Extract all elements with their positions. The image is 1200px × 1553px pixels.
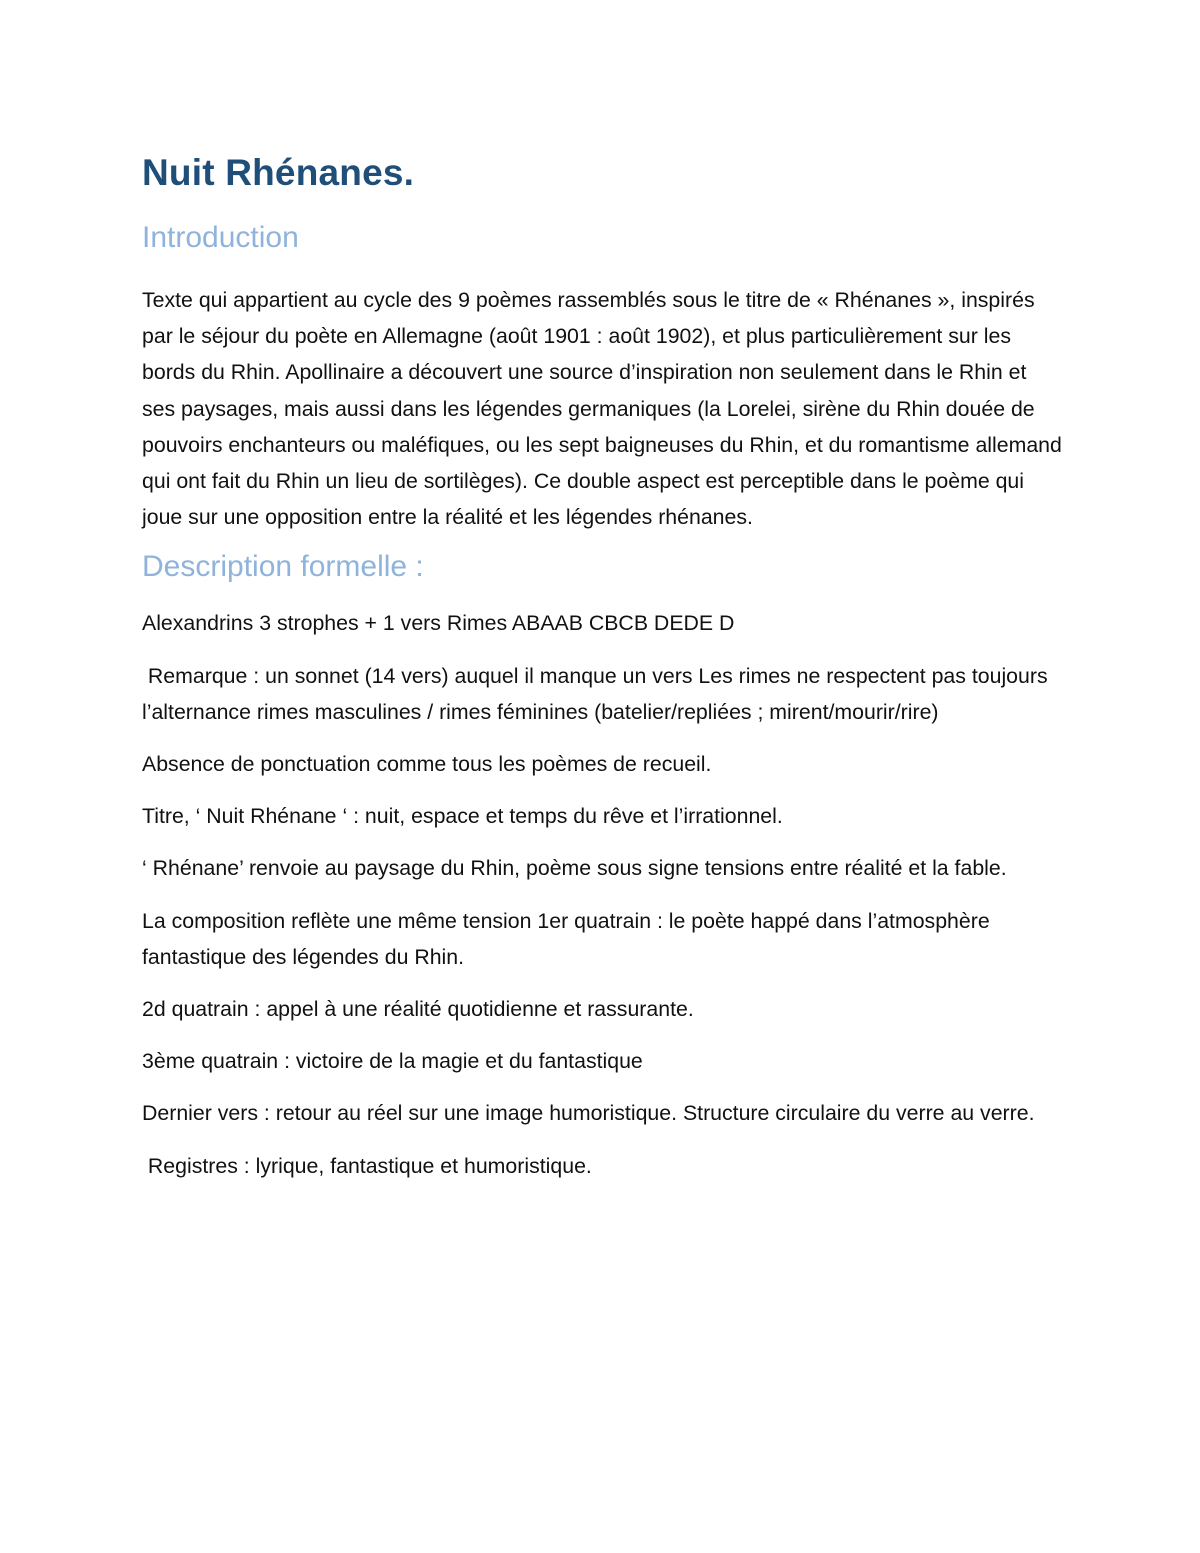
description-paragraph: Remarque : un sonnet (14 vers) auquel il manque un vers Les rimes ne respectent pas toujours l’alternance rimes masculines / rimes féminines (batelier/repliées ; mirent/mourir/rire) <box>142 663 1054 724</box>
description-paragraph: 2d quatrain : appel à une réalité quotidienne et rassurante. <box>142 997 694 1022</box>
heading-introduction: Introduction <box>142 221 299 254</box>
description-paragraph: La composition reflète une même tension 1er quatrain : le poète happé dans l’atmosphère fantastique des légendes du Rhin. <box>142 908 990 969</box>
heading-description-formelle: Description formelle : <box>142 550 424 584</box>
description-paragraph: Absence de ponctuation comme tous les poèmes de recueil. <box>142 752 712 777</box>
description-paragraph: 3ème quatrain : victoire de la magie et du fantastique <box>142 1049 643 1074</box>
description-paragraph: ‘ Rhénane’ renvoie au paysage du Rhin, poème sous signe tensions entre réalité et la fable. <box>142 856 1007 881</box>
document-page <box>142 150 1062 1184</box>
introduction-paragraph: Texte qui appartient au cycle des 9 poèmes rassemblés sous le titre de « Rhénanes », inspirés par le séjour du poète en Allemagne (août 1901 : août 1902), et plus particulièrement sur les bords du Rhin. Apollinaire a découvert une source d’inspiration non seulement dans le Rhin et ses paysages, mais aussi dans les légendes germaniques (la Lorelei, sirène du Rhin douée de pouvoirs enchanteurs ou maléfiques, ou les sept baigneuses du Rhin, et du romantisme allemand qui ont fait du Rhin un lieu de sortilèges). Ce double aspect est perceptible dans le poème qui joue sur une opposition entre la réalité et les légendes rhénanes. <box>142 288 1062 530</box>
description-paragraph: Alexandrins 3 strophes + 1 vers Rimes ABAAB CBCB DEDE D <box>142 611 735 636</box>
description-paragraph: Titre, ‘ Nuit Rhénane ‘ : nuit, espace et temps du rêve et l’irrationnel. <box>142 804 783 829</box>
description-paragraph: Registres : lyrique, fantastique et humoristique. <box>142 1153 592 1178</box>
document-title: Nuit Rhénanes. <box>142 152 415 193</box>
description-paragraph: Dernier vers : retour au réel sur une image humoristique. Structure circulaire du verre au verre. <box>142 1101 1035 1126</box>
